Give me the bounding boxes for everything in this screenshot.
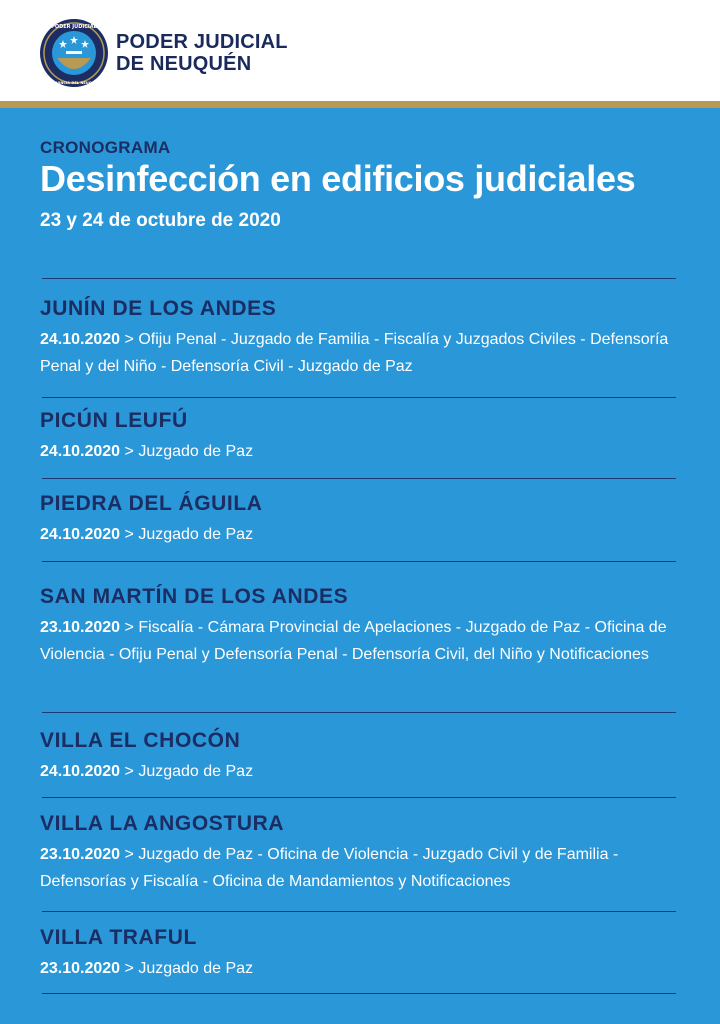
location-name: SAN MARTÍN DE LOS ANDES bbox=[40, 585, 349, 608]
schedule-item bbox=[40, 811, 680, 895]
location-name: VILLA EL CHOCÓN bbox=[40, 729, 241, 752]
date: 23.10.2020 bbox=[40, 846, 121, 863]
offices: Juzgado de Paz bbox=[138, 443, 254, 460]
location-description bbox=[40, 521, 680, 548]
header-divider bbox=[0, 101, 720, 108]
divider bbox=[42, 278, 676, 279]
date: 24.10.2020 bbox=[40, 763, 121, 780]
location-description bbox=[40, 841, 680, 895]
location-name: PIEDRA DEL ÁGUILA bbox=[40, 492, 263, 515]
separator: > bbox=[124, 443, 134, 460]
section-kicker: CRONOGRAMA bbox=[40, 138, 171, 157]
page-subtitle: 23 y 24 de octubre de 2020 bbox=[40, 210, 281, 231]
schedule-item bbox=[40, 408, 680, 465]
offices: Juzgado de Paz bbox=[138, 960, 254, 977]
offices: Fiscalía - Cámara Provincial de Apelaciones - Juzgado de Paz - Oficina de Violencia - Ofiju Penal y Defensoría Penal - Defensoría Civil, del Niño y Notificaciones bbox=[40, 619, 667, 663]
location-name: PICÚN LEUFÚ bbox=[40, 409, 188, 432]
separator: > bbox=[124, 331, 134, 348]
offices: Juzgado de Paz - Oficina de Violencia - Juzgado Civil y de Familia - Defensorías y Fiscalía - Oficina de Mandamientos y Notificaciones bbox=[40, 846, 619, 890]
divider bbox=[42, 993, 676, 994]
schedule-item bbox=[40, 296, 680, 380]
page-title: Desinfección en edificios judiciales bbox=[40, 158, 636, 199]
organization-name-line1: PODER JUDICIAL bbox=[116, 31, 288, 53]
schedule-item bbox=[40, 584, 680, 668]
divider bbox=[42, 561, 676, 562]
separator: > bbox=[124, 846, 134, 863]
judicial-seal-icon bbox=[39, 18, 109, 88]
date: 23.10.2020 bbox=[40, 619, 121, 636]
location-description bbox=[40, 438, 680, 465]
location-description bbox=[40, 758, 680, 785]
svg-text:PROVINCIA DEL NEUQUÉN: PROVINCIA DEL NEUQUÉN bbox=[47, 81, 101, 85]
divider bbox=[42, 397, 676, 398]
date: 24.10.2020 bbox=[40, 526, 121, 543]
schedule-item bbox=[40, 925, 680, 982]
organization-name bbox=[116, 31, 288, 75]
schedule-item bbox=[40, 728, 680, 785]
organization-name-line2: DE NEUQUÉN bbox=[116, 53, 252, 75]
date: 23.10.2020 bbox=[40, 960, 121, 977]
date: 24.10.2020 bbox=[40, 331, 121, 348]
header bbox=[0, 0, 720, 101]
separator: > bbox=[124, 526, 134, 543]
divider bbox=[42, 478, 676, 479]
offices: Juzgado de Paz bbox=[138, 763, 254, 780]
divider bbox=[42, 712, 676, 713]
divider bbox=[42, 911, 676, 912]
schedule-panel bbox=[0, 108, 720, 1024]
divider bbox=[42, 797, 676, 798]
location-name: VILLA LA ANGOSTURA bbox=[40, 812, 285, 835]
offices: Ofiju Penal - Juzgado de Familia - Fiscalía y Juzgados Civiles - Defensoría Penal y del Niño - Defensoría Civil - Juzgado de Paz bbox=[40, 331, 669, 375]
separator: > bbox=[124, 619, 134, 636]
location-description bbox=[40, 955, 680, 982]
separator: > bbox=[124, 763, 134, 780]
location-description bbox=[40, 326, 680, 380]
date: 24.10.2020 bbox=[40, 443, 121, 460]
location-description bbox=[40, 614, 680, 668]
location-name: JUNÍN DE LOS ANDES bbox=[40, 297, 277, 320]
separator: > bbox=[124, 960, 134, 977]
offices: Juzgado de Paz bbox=[138, 526, 254, 543]
schedule-item bbox=[40, 491, 680, 548]
svg-text:PODER JUDICIAL: PODER JUDICIAL bbox=[51, 24, 97, 30]
location-name: VILLA TRAFUL bbox=[40, 926, 197, 949]
